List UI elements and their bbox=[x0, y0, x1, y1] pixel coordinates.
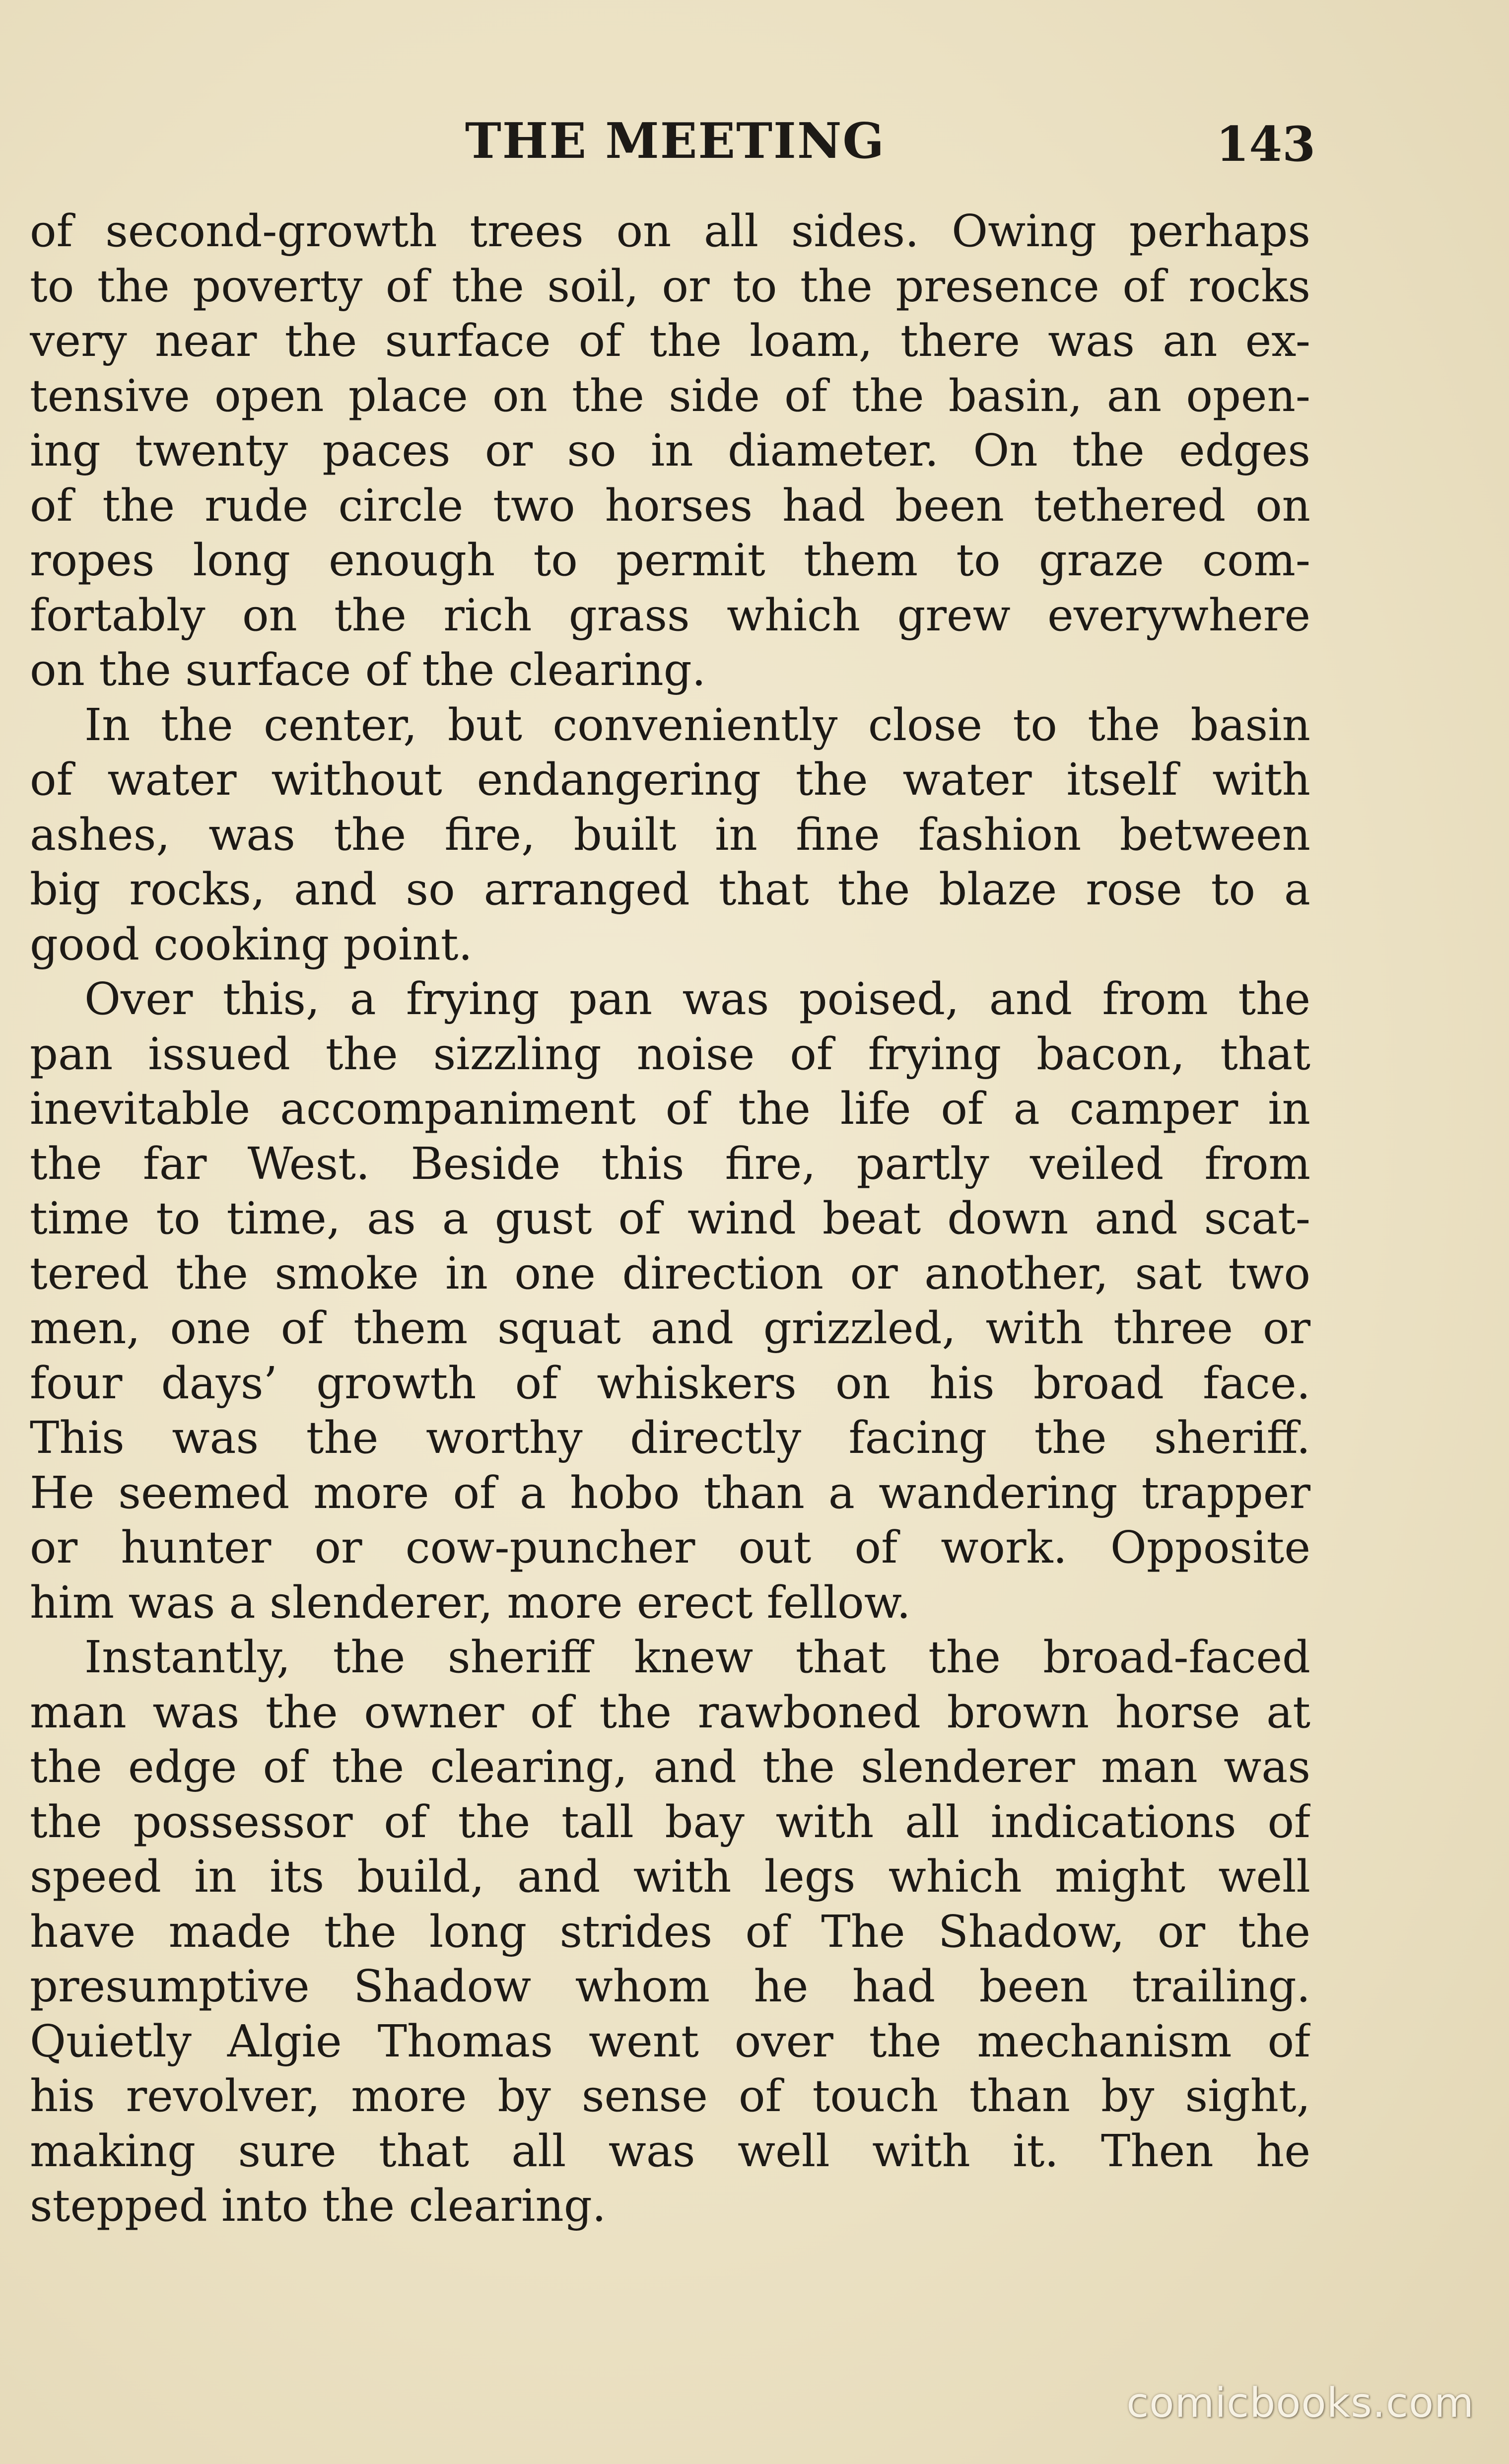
text-line: the possessor of the tall bay with all indications of bbox=[30, 1795, 1310, 1848]
text-line: the far West. Beside this fire, partly veiled from bbox=[30, 1137, 1310, 1189]
text-line: making sure that all was well with it. Then he bbox=[30, 2124, 1310, 2177]
text-line: He seemed more of a hobo than a wandering trapper bbox=[30, 1466, 1310, 1518]
text-line: stepped into the clearing. bbox=[30, 2180, 607, 2231]
text-line: In the center, but conveniently close to the basin bbox=[84, 698, 1310, 751]
text-line: inevitable accompaniment of the life of a camper in bbox=[30, 1083, 1310, 1134]
text-line: to the poverty of the soil, or to the presence of rocks bbox=[30, 260, 1310, 312]
text-line: This was the worthy directly facing the sheriff. bbox=[30, 1412, 1310, 1463]
text-line: or hunter or cow-puncher out of work. Opposite bbox=[30, 1521, 1310, 1573]
text-line: of water without endangering the water itself with bbox=[30, 753, 1310, 805]
text-line: the edge of the clearing, and the slenderer man was bbox=[30, 1741, 1310, 1792]
text-line: ing twenty paces or so in diameter. On the edges bbox=[30, 424, 1310, 476]
text-line: man was the owner of the rawboned brown horse at bbox=[30, 1686, 1310, 1738]
text-line: tered the smoke in one direction or another, sat two bbox=[30, 1247, 1310, 1299]
text-line: his revolver, more by sense of touch than by sight, bbox=[30, 2070, 1310, 2122]
text-line: time to time, as a gust of wind beat down and scat- bbox=[30, 1192, 1310, 1244]
text-line: speed in its build, and with legs which might well bbox=[30, 1850, 1310, 1902]
running-title: THE MEETING bbox=[465, 113, 886, 170]
page-number: 143 bbox=[1216, 116, 1315, 172]
text-line: have made the long strides of The Shadow, or the bbox=[30, 1905, 1310, 1957]
running-head bbox=[40, 112, 1315, 172]
text-line: men, one of them squat and grizzled, with three or bbox=[30, 1302, 1310, 1354]
watermark: comicbooks.com bbox=[1126, 2380, 1474, 2427]
text-line: pan issued the sizzling noise of frying bacon, that bbox=[30, 1027, 1310, 1080]
text-line: good cooking point. bbox=[30, 918, 473, 970]
text-line: on the surface of the clearing. bbox=[30, 644, 706, 695]
body-text bbox=[30, 204, 1310, 2233]
text-line: Over this, a frying pan was poised, and from the bbox=[84, 973, 1310, 1025]
text-line: of second-growth trees on all sides. Owing perhaps bbox=[30, 205, 1310, 257]
text-line: ashes, was the fire, built in fine fashion between bbox=[30, 808, 1310, 860]
text-line: big rocks, and so arranged that the blaze rose to a bbox=[30, 863, 1310, 915]
text-line: Instantly, the sheriff knew that the broad-faced bbox=[84, 1631, 1310, 1683]
text-line: ropes long enough to permit them to graze com- bbox=[30, 534, 1310, 586]
text-line: very near the surface of the loam, there was an ex- bbox=[30, 315, 1310, 366]
text-line: of the rude circle two horses had been tethered on bbox=[30, 479, 1310, 531]
text-line: Quietly Algie Thomas went over the mechanism of bbox=[30, 2015, 1310, 2067]
text-line: fortably on the rich grass which grew everywhere bbox=[30, 589, 1310, 641]
text-line: tensive open place on the side of the basin, an open- bbox=[30, 369, 1310, 421]
text-line: four days’ growth of whiskers on his broad face. bbox=[30, 1357, 1310, 1409]
text-line: him was a slenderer, more erect fellow. bbox=[30, 1576, 911, 1628]
text-line: presumptive Shadow whom he had been trailing. bbox=[30, 1960, 1310, 2012]
